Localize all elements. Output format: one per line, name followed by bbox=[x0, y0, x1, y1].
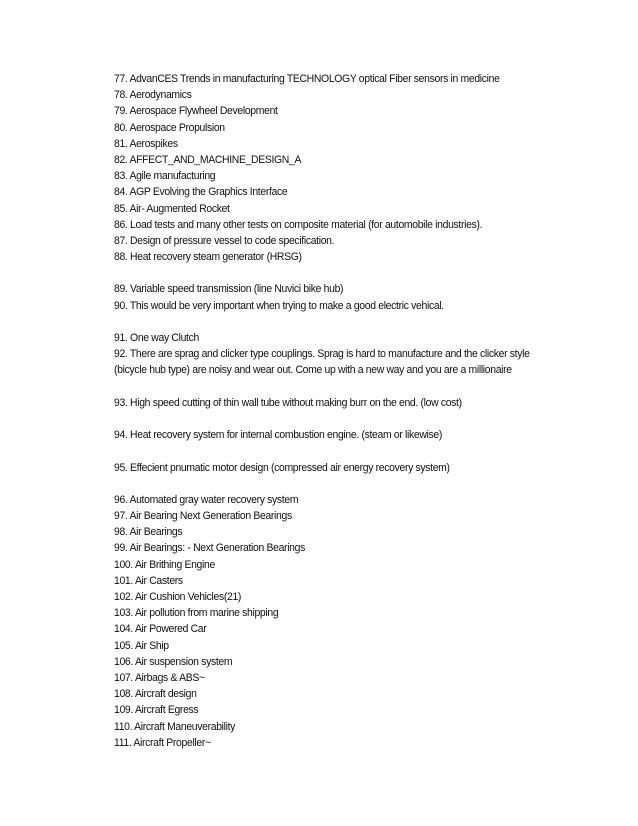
list-item: 86. Load tests and many other tests on composite material (for automobile industries). bbox=[114, 218, 483, 231]
list-item: 107. Airbags & ABS~ bbox=[114, 671, 205, 684]
list-item: 108. Aircraft design bbox=[114, 688, 197, 701]
blank-line bbox=[114, 411, 551, 427]
list-item: 77. AdvanCES Trends in manufacturing TECHNOLOGY optical Fiber sensors in medicine bbox=[114, 73, 500, 85]
topic-list bbox=[114, 71, 551, 751]
blank-line bbox=[114, 265, 551, 281]
list-item: 79. Aerospace Flywheel Development bbox=[114, 105, 278, 118]
list-item: 102. Air Cushion Vehicles(21) bbox=[114, 591, 242, 603]
list-item: 104. Air Powered Car bbox=[114, 623, 207, 636]
list-item: 89. Variable speed transmission (line Nuvici bike hub) bbox=[114, 283, 344, 296]
list-item: 87. Design of pressure vessel to code specification. bbox=[114, 234, 335, 247]
list-item: 106. Air suspension system bbox=[114, 655, 233, 668]
list-item: 91. One way Clutch bbox=[114, 332, 199, 344]
list-item: 94. Heat recovery system for internal combustion engine. (steam or likewise) bbox=[114, 429, 443, 442]
list-item: 95. Effecient pnumatic motor design (compressed air energy recovery system) bbox=[114, 461, 450, 474]
list-item: 101. Air Casters bbox=[114, 574, 183, 587]
list-item: 78. Aerodynamics bbox=[114, 89, 192, 102]
list-item: 110. Aircraft Maneuverability bbox=[114, 720, 236, 733]
list-item: 92. There are sprag and clicker type couplings. Sprag is hard to manufacture and the clicker style bbox=[114, 348, 530, 361]
list-item: 82. AFFECT_AND_MACHINE_DESIGN_A bbox=[114, 153, 302, 166]
list-item: 97. Air Bearing Next Generation Bearings bbox=[114, 510, 292, 523]
list-item: 109. Aircraft Egress bbox=[114, 704, 199, 717]
list-item: 111. Aircraft Propeller~ bbox=[114, 736, 211, 749]
list-item: 93. High speed cutting of thin wall tube without making burr on the end. (low cost) bbox=[114, 396, 462, 409]
list-item: 88. Heat recovery steam generator (HRSG) bbox=[114, 251, 302, 264]
list-item: 99. Air Bearings: - Next Generation Bearings bbox=[114, 542, 305, 555]
list-item: 90. This would be very important when trying to make a good electric vehical. bbox=[114, 299, 444, 312]
blank-line bbox=[114, 443, 551, 459]
list-item: 85. Air- Augmented Rocket bbox=[114, 202, 230, 215]
list-item: 105. Air Ship bbox=[114, 639, 169, 652]
list-item: 80. Aerospace Propulsion bbox=[114, 121, 225, 134]
list-item: 103. Air pollution from marine shipping bbox=[114, 607, 279, 620]
list-item: 100. Air Brithing Engine bbox=[114, 558, 215, 571]
blank-line bbox=[114, 314, 551, 330]
list-item: 98. Air Bearings bbox=[114, 526, 183, 539]
list-item: 84. AGP Evolving the Graphics Interface bbox=[114, 186, 288, 199]
blank-line bbox=[114, 379, 551, 395]
blank-line bbox=[114, 476, 551, 492]
list-item: 83. Agile manufacturing bbox=[114, 170, 216, 183]
list-item-continuation: (bicycle hub type) are noisy and wear out. Come up with a new way and you are a millionaire bbox=[114, 364, 512, 377]
list-item: 96. Automated gray water recovery system bbox=[114, 493, 299, 506]
list-item: 81. Aerospikes bbox=[114, 137, 178, 150]
